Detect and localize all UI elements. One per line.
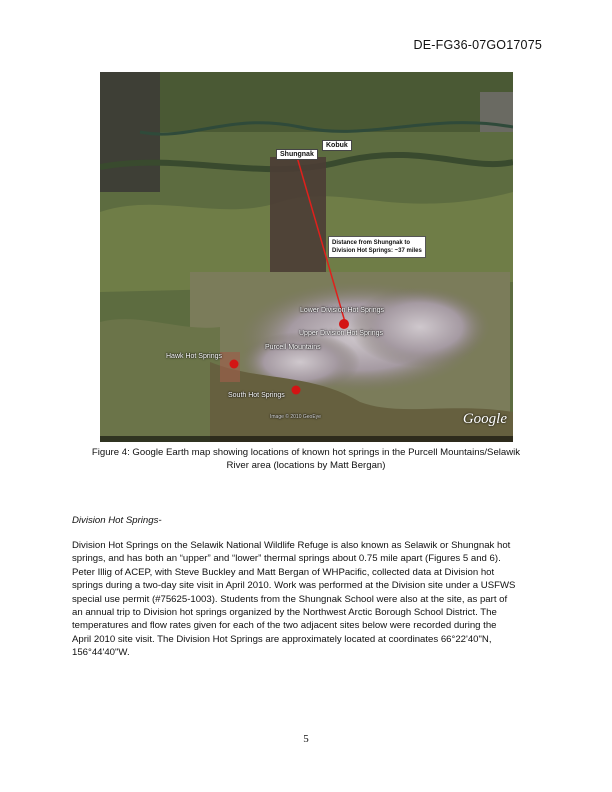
body-line: 156°44'40"W. [72, 647, 130, 659]
body-line: Division Hot Springs on the Selawik National Wildlife Refuge is also known as Selawik or Shungnak hot [72, 540, 511, 551]
hawk-hot-springs-label: Hawk Hot Springs [166, 353, 223, 360]
map-status-bar [100, 436, 513, 442]
caption-line2: River area (locations by Matt Bergan) [226, 460, 386, 471]
upper-division-label: Upper Division Hot Springs [299, 330, 384, 337]
imagery-credits: Image © 2010 GeoEye [270, 414, 321, 420]
distance-line1: Distance from Shungnak to [332, 240, 411, 246]
body-line: Peter Illig of ACEP, with Steve Buckley and Matt Bergan of WHPacific, collected data at Division hot [72, 566, 495, 578]
body-line: an annual trip to Division hot springs organized by the Northwest Arctic Borough School District. The [72, 607, 497, 619]
body-line: springs, and has both an “upper” and “lower” thermal springs about 0.75 mile apart (Figures 5 and 6). [72, 553, 501, 565]
hawk-hot-springs-marker [230, 360, 239, 369]
shungnak-label: Shungnak [276, 149, 318, 160]
kobuk-label: Kobuk [322, 140, 352, 151]
body-paragraph [72, 539, 540, 660]
section-title: Division Hot Springs- [72, 515, 162, 526]
purcell-mountains-label: Purcell Mountains [265, 344, 321, 351]
figure-caption [74, 446, 538, 472]
google-earth-map [100, 72, 513, 442]
body-line: temperatures and flow rates given for each of the two adjacent sites below were recorded during the [72, 620, 497, 632]
body-line: April 2010 site visit. The Division Hot Springs are approximately located at coordinates 66°22'40"N, [72, 633, 492, 645]
body-line: special use permit (#75625-1003). Students from the Shungnak School were also at the site, as part of [72, 593, 508, 605]
caption-line1: Figure 4: Google Earth map showing locations of known hot springs in the Purcell Mountains/Selawik [91, 447, 521, 458]
distance-line2: Division Hot Springs: ~37 miles [332, 248, 422, 254]
division-hot-springs-marker [339, 319, 349, 329]
distance-callout [328, 236, 426, 258]
document-id: DE-FG36-07GO17075 [413, 38, 542, 52]
lower-division-label: Lower Division Hot Springs [300, 307, 385, 314]
page-number: 5 [303, 733, 309, 745]
south-hot-springs-label: South Hot Springs [228, 392, 285, 399]
google-logo: Google [462, 411, 507, 427]
body-line: springs during a two-day site visit in April 2010. Work was performed at the Division site under a USFWS [72, 580, 516, 592]
map-terrain [100, 72, 513, 442]
south-hot-springs-marker [292, 386, 301, 395]
